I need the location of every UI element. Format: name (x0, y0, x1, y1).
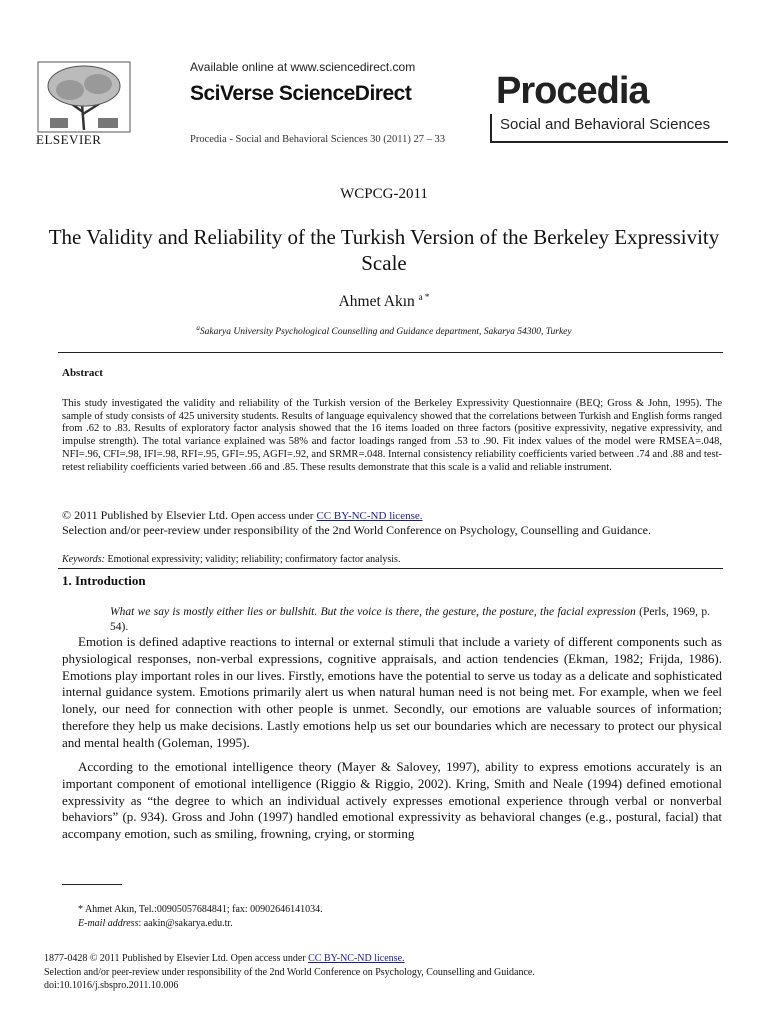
journal-brand: Procedia (496, 70, 649, 112)
bottom-review-note: Selection and/or peer-review under responsibility of the 2nd World Conference on Psychology, Counselling and Guidance. (44, 966, 535, 978)
section-heading: 1. Introduction (62, 573, 146, 588)
epigraph-quote: What we say is mostly either lies or bullshit. But the voice is there, the gesture, the posture, the facial expression (110, 606, 636, 618)
journal-citation: Procedia - Social and Behavioral Sciences 30 (2011) 27 – 33 (190, 134, 446, 145)
affiliation-line (0, 324, 768, 337)
affiliation-mark: a (196, 324, 200, 332)
footnote-email (78, 918, 233, 929)
epigraph-citation: (Perls, 1969, p. 54). (110, 606, 711, 633)
abstract-heading: Abstract (62, 367, 103, 379)
doi[interactable]: doi:10.1016/j.sbspro.2011.10.006 (44, 980, 179, 991)
paper-title: The Validity and Reliability of the Turkish Version of the Berkeley Expressivity Scale (48, 225, 720, 275)
author-marks: a * (418, 292, 430, 302)
keywords: Emotional expressivity; validity; reliability; confirmatory factor analysis. (107, 554, 401, 565)
email-address[interactable]: : aakin@sakarya.edu.tr. (138, 918, 233, 929)
paragraph: According to the emotional intelligence theory (Mayer & Salovey, 1997), ability to express emotions accurately is an important component of emotional intelligence (Riggio & Riggio, 2002). Kring, Smith and Neale (1994) defined emotional expressivity as “the degree to which an individual actively expresses emotional experience through verbal or nonverbal behaviors” (p. 934). Gross and John (1997) handled emotional expressivity as behavioral changes (e.g., postural, facial) that accompany emotion, such as smiling, frowning, crying, or storming (62, 759, 722, 842)
bottom-notice (44, 952, 734, 993)
divider (58, 352, 723, 353)
bottom-license-link[interactable]: CC BY-NC-ND license. (308, 953, 405, 964)
keywords-label: Keywords: (62, 554, 105, 565)
footnote-rule (62, 884, 122, 885)
keywords-line (62, 554, 722, 565)
author-name: Ahmet Akın (338, 293, 415, 311)
copyright-block (62, 509, 722, 537)
review-note: Selection and/or peer-review under responsibility of the 2nd World Conference on Psychology, Counselling and Guidance. (62, 522, 651, 537)
epigraph (110, 605, 710, 634)
copyright-text: © 2011 Published by Elsevier Ltd. (62, 508, 228, 522)
available-online: Available online at www.sciencedirect.com (190, 60, 416, 74)
license-link[interactable]: CC BY-NC-ND license. (316, 510, 423, 522)
affiliation: Sakarya University Psychological Counselling and Guidance department, Sakarya 54300, Turkey (199, 327, 572, 338)
divider (58, 568, 723, 569)
footnote-contact: * Ahmet Akın, Tel.:00905057684841; fax: 00902646141034. (78, 904, 323, 915)
platform-name: SciVerse ScienceDirect (190, 82, 412, 105)
conference-name: WCPCG-2011 (340, 186, 428, 202)
email-label: E-mail address (78, 918, 139, 929)
publisher-name: ELSEVIER (36, 132, 102, 147)
paragraph: Emotion is defined adaptive reactions to internal or external stimuli that include a variety of different components such as physiological responses, non-verbal expressions, cognitive appraisals, and action tendencies (Ekman, 1982; Frijda, 1986). Emotions play important roles in our lives. Firstly, emotions have the potential to serve us today as a delicate and sophisticated internal guidance system. Emotions primarily alert us when natural human need is not being met. For example, when we feel lonely, our need for connection with other people is unmet. Secondly, our emotions are valuable sources of information; therefore they help us make decisions. Lastly emotions help us set our boundaries which are necessary to protect our physical and mental health (Goleman, 1995). (62, 634, 722, 750)
author-line (0, 292, 768, 311)
issn-text: 1877-0428 © 2011 Published by Elsevier Ltd. Open access under (44, 953, 306, 964)
abstract-text: This study investigated the validity and reliability of the Turkish version of the Berkeley Expressivity Questionnaire (BEQ; Gross & John, 1995). The sample of study consists of 425 university students. Results of language equivalency showed that the correlations between Turkish and English forms ranged from .62 to .83. Results of exploratory factor analysis showed that the 16 items loaded on three factors (positive expressivity, negative expressivity, and impulse strength). The total variance explained was 58% and factor loadings ranged from .53 to .90. Fit index values of the model were RMSEA=.048, NFI=.96, CFI=.98, IFI=.98, RFI=.95, GFI=.95, AGFI=.92, and SRMR=.048. Internal consistency reliability coefficients varied between .74 and .88 and test-retest reliability coefficients varied between .66 and .85. These results demonstrate that this scale is a valid and reliable instrument. (62, 398, 722, 473)
open-access-text: Open access under (231, 510, 314, 522)
journal-subtitle: Social and Behavioral Sciences (500, 116, 711, 133)
